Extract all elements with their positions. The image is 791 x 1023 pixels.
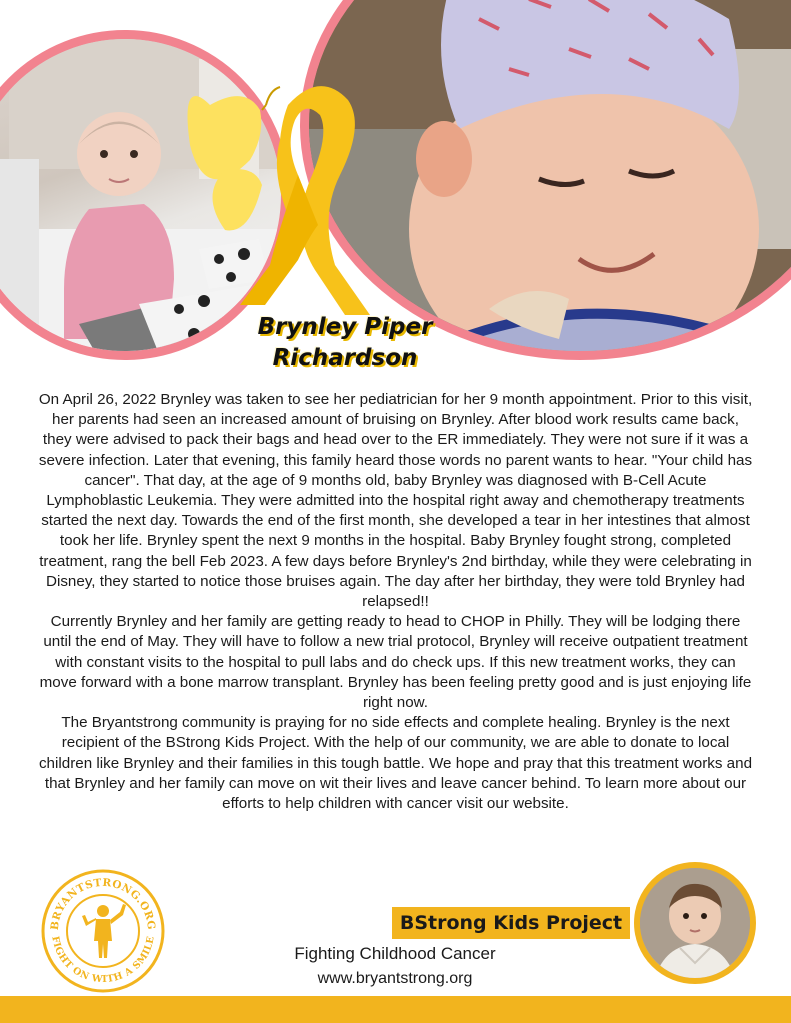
footer-bar (0, 996, 791, 1023)
butterfly-wing-lower (213, 169, 263, 230)
logo-bottom-text: FIGHT ON WITH A SMILE (49, 935, 157, 986)
photo-project-child (634, 862, 756, 984)
logo-figure-icon (82, 904, 126, 958)
photo-project-child-illustration (640, 868, 750, 978)
awareness-ribbon-icon (170, 65, 410, 315)
story-paragraph-1: On April 26, 2022 Brynley was taken to see her pediatrician for her 9 month appointment. Prior to this visit, her parents had seen an increased amount of bruising on Brynley. After blood work results came back, they were advised to pack their bags and head over to the ER immediately. They were not sure if it was a severe infection. Later that evening, this family heard those words no parent wants to hear. "Your child has cancer". That day, at the age of 9 months old, baby Brynley was diagnosed with B-Cell Acute Lymphoblastic Leukemia. They were admitted into the hospital right away and chemotherapy treatments started the next day. Towards the end of the first month, she developed a tear in her intestines that almost took her life. Brynley spent the next 9 months in the hospital. Baby Brynley fought strong, completed treatment, rang the bell Feb 2023. A few days before Brynley's 2nd birthday, while they were celebrating in Disney, they started to notice those bruises again. The day after her birthday, they were told Brynley had relapsed!! (38, 391, 753, 611)
story-paragraph-3: The Bryantstrong community is praying for no side effects and complete healing. Brynley is the next recipient of the BStrong Kids Project. With the help of our community, we are able to donate to local children like Brynley and their families in this tough battle. We hope and pray that this treatment works and that Brynley and her family can move on wit their lives and leave cancer behind. To learn more about our efforts to help children with cancer visit our website. (38, 714, 753, 813)
story-text (38, 390, 753, 814)
child-name-heading (230, 312, 460, 374)
tagline: Fighting Childhood Cancer (294, 944, 496, 963)
child-name-line2: Richardson (272, 345, 418, 371)
project-label: BStrong Kids Project (392, 907, 630, 939)
bryantstrong-logo (38, 866, 168, 996)
child-name-line1: Brynley Piper (257, 314, 433, 340)
story-paragraph-2: Currently Brynley and her family are getting ready to head to CHOP in Philly. They will be lodging there until the end of May. They will have to follow a new trial protocol, Brynley will receive outpatient treatment with constant visits to the hospital to pull labs and do check ups. If this new treatment works, they can move forward with a bone marrow transplant. Brynley has been feeling pretty good and is just enjoying life right now. (39, 613, 752, 712)
butterfly-wing-upper (188, 96, 262, 179)
logo-top-text: BRYANTSTRONG.ORG (48, 876, 158, 931)
website-link[interactable]: www.bryantstrong.org (317, 970, 473, 987)
